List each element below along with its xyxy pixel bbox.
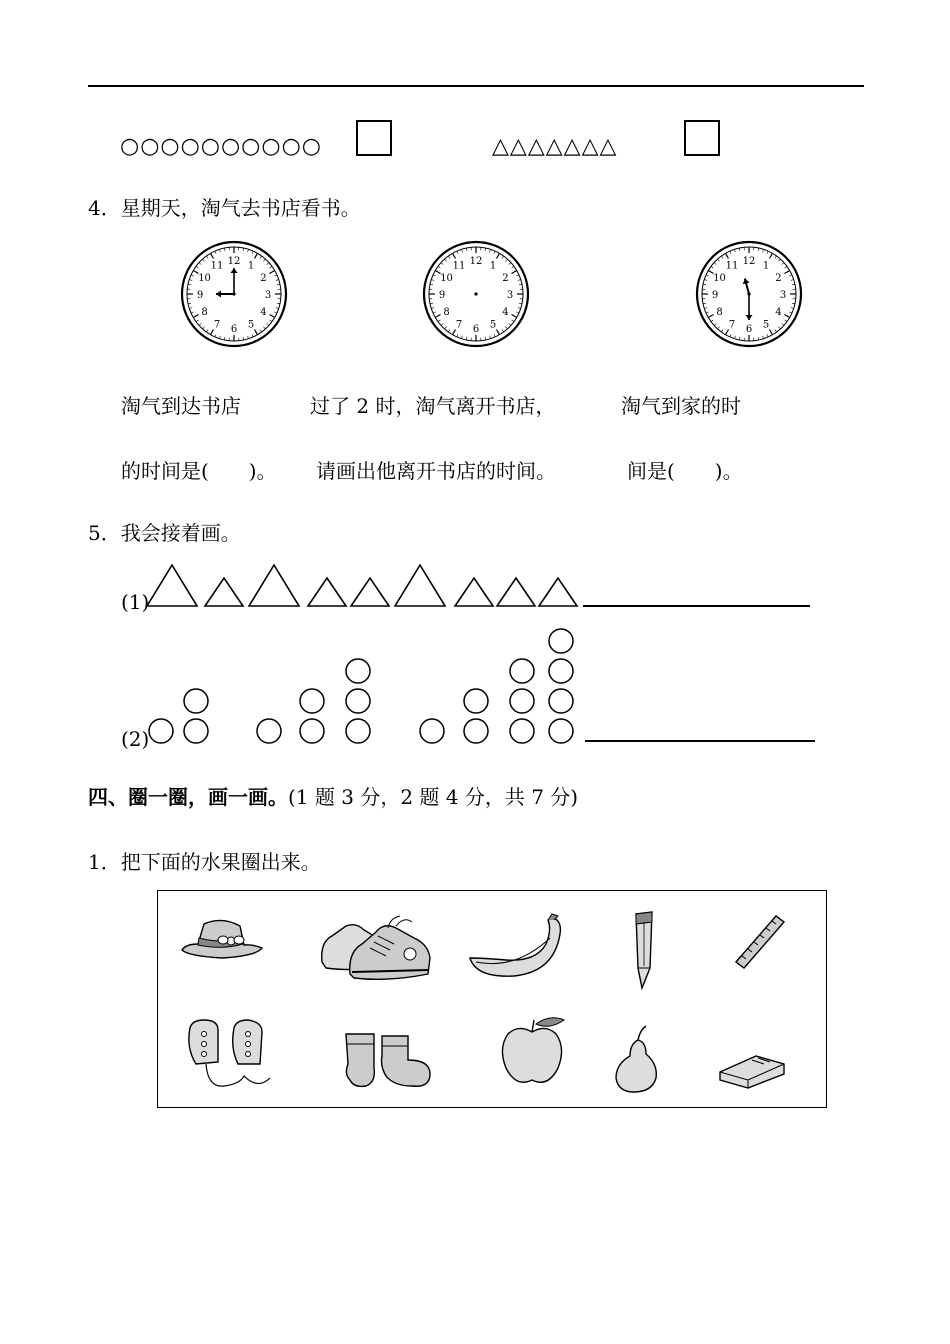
clock-tick (206, 256, 208, 258)
q4-col3-line2: 间是( )。 (627, 459, 743, 483)
clock-tick (448, 330, 450, 332)
clock-number: 7 (455, 319, 463, 331)
clock-tick (785, 320, 787, 322)
clock-tick (461, 249, 462, 252)
clock-tick (188, 284, 191, 285)
clock-tick (453, 253, 456, 258)
q4-title: 4．星期天，淘气去书店看书。 (88, 196, 361, 220)
clock-tick (196, 320, 198, 322)
clock-number: 5 (762, 319, 770, 331)
clock-tick (248, 249, 249, 252)
clock-tick (512, 315, 517, 318)
clock-number: 6 (230, 324, 238, 335)
clock-tick (219, 249, 220, 252)
clock-tick (792, 284, 795, 285)
triangle-small (497, 578, 535, 606)
section4-heading-bold: 四、圈一圈，画一画。 (88, 785, 288, 809)
clock-number: 2 (502, 273, 509, 284)
pattern-circle (464, 719, 488, 743)
clock-tick (763, 336, 764, 339)
clock-number: 8 (201, 307, 208, 318)
clock-tick (497, 253, 500, 258)
clock-tick (721, 256, 723, 258)
clock-tick (270, 315, 275, 318)
clock-tick (711, 320, 713, 322)
clock-tick (276, 308, 279, 309)
clock-number: 9 (711, 290, 719, 301)
clock-tick (215, 251, 216, 254)
clock-tick (758, 248, 759, 251)
clock-tick (518, 279, 521, 280)
answer-box-circles[interactable] (356, 120, 392, 156)
clock-tick (502, 330, 504, 332)
minute-hand-tip (746, 315, 753, 320)
clock-tick (770, 330, 773, 335)
clock-tick (706, 312, 709, 313)
clock-tick (448, 256, 450, 258)
clock-tick (519, 284, 522, 285)
clock-tick (277, 284, 280, 285)
clock-number: 1 (762, 260, 770, 272)
clock-tick (255, 253, 258, 258)
pattern-circle (300, 689, 324, 713)
clock-tick (243, 248, 244, 251)
clock-tick (789, 312, 792, 313)
clock-number: 11 (452, 260, 466, 272)
q5-label-1: (1) (121, 590, 150, 614)
clock-tick (767, 251, 768, 254)
clock-tick (718, 327, 720, 329)
clock-number: 2 (260, 273, 267, 284)
pattern-circle (510, 659, 534, 683)
clock-tick (763, 249, 764, 252)
section4-q1: 1．把下面的水果圈出来。 (88, 850, 321, 874)
pattern-circle (300, 719, 324, 743)
apple-icon[interactable] (498, 1014, 568, 1088)
clock-tick (215, 334, 216, 337)
circles-row: ○○○○○○○○○○ (120, 134, 322, 159)
pattern-circle (464, 689, 488, 713)
q5-label-2: (2) (121, 727, 150, 751)
clock-tick (435, 315, 440, 318)
pattern-circle (346, 689, 370, 713)
q4-col1-line1: 淘气到达书店 (121, 394, 241, 418)
clock-tick (789, 275, 792, 276)
pattern-circle (510, 719, 534, 743)
clock-tick (714, 323, 716, 325)
clock-tick (519, 303, 522, 304)
clock-tick (734, 336, 735, 339)
clock-tick (775, 330, 777, 332)
clock-tick (704, 279, 707, 280)
answer-line-1[interactable] (583, 605, 810, 607)
clock-tick (775, 256, 777, 258)
pattern-circle (549, 629, 573, 653)
clock-number: 2 (775, 273, 782, 284)
clock-arrival (180, 240, 288, 348)
clock-tick (267, 323, 269, 325)
triangle-small (539, 578, 577, 606)
pencil-icon[interactable] (624, 908, 660, 992)
clock-tick (791, 279, 794, 280)
clock-tick (466, 248, 467, 251)
clock-tick (518, 308, 521, 309)
clock-number: 11 (725, 260, 739, 272)
answer-box-triangles[interactable] (684, 120, 720, 156)
pattern-circle (346, 719, 370, 743)
clock-tick (703, 303, 706, 304)
clock-number: 11 (210, 260, 224, 272)
clock-tick (505, 327, 507, 329)
pattern-circle (420, 719, 444, 743)
clock-tick (466, 337, 467, 340)
triangle-big (395, 565, 445, 606)
clock-tick (782, 323, 784, 325)
clock-tick (270, 320, 272, 322)
clock-number: 6 (745, 324, 753, 335)
clock-number: 3 (264, 290, 272, 301)
clock-tick (248, 336, 249, 339)
clock-tick (433, 275, 436, 276)
circle-pattern (145, 622, 585, 746)
clock-tick (739, 337, 740, 340)
clock-number: 4 (502, 307, 509, 318)
clock-tick (770, 253, 773, 258)
clock-tick (270, 271, 275, 274)
mittens-icon[interactable] (184, 1018, 276, 1094)
q4-col1-line2: 的时间是( )。 (121, 459, 277, 483)
triangle-small (205, 578, 243, 606)
clock-number: 8 (716, 307, 723, 318)
ruler-icon[interactable] (732, 912, 786, 972)
sneakers-icon[interactable] (318, 912, 436, 984)
clock-tick (255, 330, 258, 335)
clock-number: 9 (438, 290, 446, 301)
hat-icon[interactable] (178, 912, 266, 964)
clock-tick (438, 320, 440, 322)
clock-tick (785, 266, 787, 268)
clock-tick (494, 251, 495, 254)
triangles-row: △△△△△△△ (492, 134, 618, 159)
pattern-circle (149, 719, 173, 743)
clock-number: 7 (728, 319, 736, 331)
clock-tick (509, 323, 511, 325)
clock-tick (791, 308, 794, 309)
clock-tick (431, 308, 434, 309)
hour-hand-tip (216, 291, 221, 298)
clock-tick (714, 263, 716, 265)
clock-tick (778, 327, 780, 329)
clock-tick (263, 327, 265, 329)
clock-tick (224, 248, 225, 251)
clock-tick (203, 327, 205, 329)
clock-tick (739, 248, 740, 251)
clock-tick (211, 253, 214, 258)
clock-tick (485, 337, 486, 340)
clock-tick (430, 303, 433, 304)
clock-tick (457, 251, 458, 254)
clock-number: 4 (260, 307, 267, 318)
clock-number: 12 (469, 256, 483, 267)
clock-number: 5 (489, 319, 497, 331)
q4-col3-line1: 淘气到家的时 (621, 394, 741, 418)
pear-icon[interactable] (610, 1024, 662, 1094)
clock-tick (260, 330, 262, 332)
eraser-icon[interactable] (716, 1048, 788, 1090)
clock-tick (189, 279, 192, 280)
pattern-circle (549, 659, 573, 683)
clock-tick (703, 284, 706, 285)
clock-tick (767, 334, 768, 337)
clock-tick (502, 256, 504, 258)
q4-col2-line1: 过了 2 时，淘气离开书店， (310, 394, 556, 418)
clock-number: 1 (247, 260, 255, 272)
pattern-circle (346, 659, 370, 683)
clock-tick (277, 303, 280, 304)
q5-title: 5．我会接着画。 (88, 521, 241, 545)
pattern-circle (184, 689, 208, 713)
clock-tick (252, 251, 253, 254)
pattern-circle (510, 689, 534, 713)
q4-col2-line2: 请画出他离开书店的时间。 (316, 459, 556, 483)
clock-tick (430, 284, 433, 285)
clock-number: 12 (742, 256, 756, 267)
clock-number: 9 (196, 290, 204, 301)
clock-tick (512, 266, 514, 268)
clock-tick (785, 271, 790, 274)
clock-tick (485, 248, 486, 251)
clock-number: 7 (213, 319, 221, 331)
triangle-small (308, 578, 346, 606)
clock-tick (782, 263, 784, 265)
clock-number: 1 (489, 260, 497, 272)
clock-tick (730, 334, 731, 337)
clock-tick (274, 312, 277, 313)
clock-tick (516, 275, 519, 276)
clock-tick (512, 320, 514, 322)
clock-tick (785, 315, 790, 318)
clock-tick (494, 334, 495, 337)
triangle-small (455, 578, 493, 606)
clock-tick (708, 315, 713, 318)
triangle-big (147, 565, 197, 606)
clock-tick (243, 337, 244, 340)
clock-tick (718, 259, 720, 261)
clock-tick (505, 259, 507, 261)
clock-tick (445, 259, 447, 261)
clock-tick (509, 263, 511, 265)
clock-center (474, 292, 477, 295)
clock-tick (445, 327, 447, 329)
clock-number: 10 (440, 273, 453, 284)
clock-tick (457, 334, 458, 337)
clock-tick (441, 323, 443, 325)
clock-tick (189, 308, 192, 309)
clock-number: 10 (713, 273, 726, 284)
clock-tick (203, 259, 205, 261)
clock-tick (252, 334, 253, 337)
clock-tick (512, 271, 517, 274)
clock-tick (730, 251, 731, 254)
clock-tick (193, 315, 198, 318)
pattern-circle (549, 689, 573, 713)
clock-tick (438, 266, 440, 268)
clock-number: 8 (443, 307, 450, 318)
header-rule (88, 85, 864, 87)
clock-tick (260, 256, 262, 258)
clock-tick (263, 259, 265, 261)
pattern-circle (549, 719, 573, 743)
clock-tick (199, 323, 201, 325)
pattern-circle (184, 719, 208, 743)
clock-number: 3 (506, 290, 514, 301)
banana-icon[interactable] (466, 914, 566, 984)
clock-tick (704, 308, 707, 309)
clock-tick (219, 336, 220, 339)
pattern-circle (257, 719, 281, 743)
clock-number: 12 (227, 256, 241, 267)
clock-tick (490, 249, 491, 252)
clock-tick (711, 266, 713, 268)
clock-tick (191, 275, 194, 276)
clock-tick (792, 303, 795, 304)
clock-tick (497, 330, 500, 335)
clock-tick (274, 275, 277, 276)
clock-tick (706, 275, 709, 276)
clock-tick (433, 312, 436, 313)
clock-tick (224, 337, 225, 340)
clock-tick (267, 263, 269, 265)
triangle-pattern (145, 562, 585, 608)
clock-number: 4 (775, 307, 782, 318)
triangle-small (351, 578, 389, 606)
clock-tick (721, 330, 723, 332)
clock-tick (516, 312, 519, 313)
clock-tick (188, 303, 191, 304)
clock-number: 10 (198, 273, 211, 284)
triangle-big (249, 565, 299, 606)
socks-icon[interactable] (342, 1030, 434, 1090)
clock-tick (276, 279, 279, 280)
clock-tick (726, 253, 729, 258)
clock-tick (206, 330, 208, 332)
clock-tick (461, 336, 462, 339)
clock-tick (270, 266, 272, 268)
clock-tick (778, 259, 780, 261)
clock-number: 6 (472, 324, 480, 335)
clock-leave-blank[interactable] (422, 240, 530, 348)
clock-tick (199, 263, 201, 265)
clock-number: 3 (779, 290, 787, 301)
clock-tick (490, 336, 491, 339)
clock-tick (191, 312, 194, 313)
section4-heading-score: (1 题 3 分，2 题 4 分，共 7 分) (288, 785, 579, 809)
minute-hand-tip (231, 268, 238, 273)
answer-line-2[interactable] (585, 740, 815, 742)
clock-tick (196, 266, 198, 268)
clock-tick (441, 263, 443, 265)
clock-tick (431, 279, 434, 280)
clock-number: 5 (247, 319, 255, 331)
section4-heading (88, 781, 578, 810)
clock-tick (734, 249, 735, 252)
clock-home (695, 240, 803, 348)
clock-tick (758, 337, 759, 340)
